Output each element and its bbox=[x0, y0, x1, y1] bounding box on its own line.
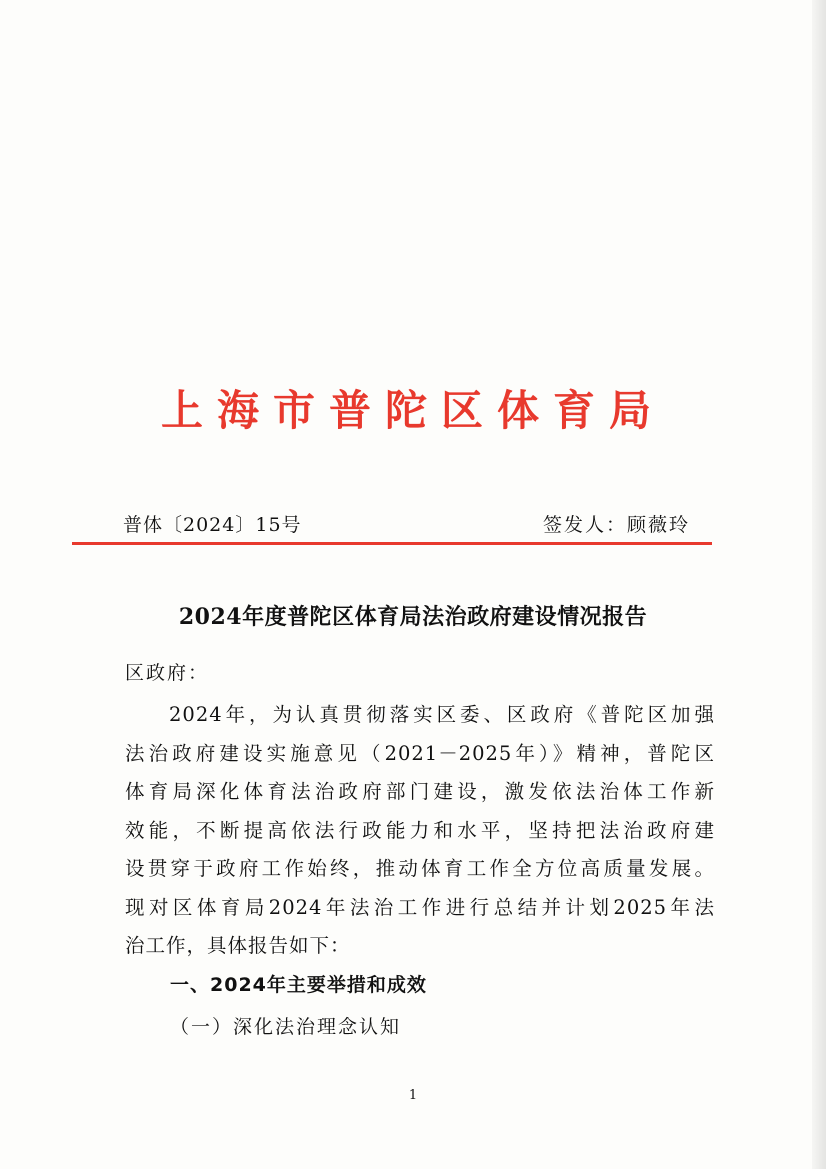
letterhead-title: 上海市普陀区体育局 bbox=[160, 386, 665, 435]
body-line: 治工作，具体报告如下： bbox=[125, 934, 351, 957]
body-line: 效能，不断提高依法行政能力和水平，坚持把法治政府建 bbox=[125, 818, 715, 842]
body-line: 现对区体育局2024年法治工作进行总结并计划2025年法 bbox=[125, 895, 715, 919]
page-edge-shadow bbox=[812, 0, 826, 1169]
document-title: 2024年度普陀区体育局法治政府建设情况报告 bbox=[178, 604, 648, 630]
body-paragraph bbox=[125, 696, 715, 966]
red-divider-line bbox=[72, 542, 712, 545]
body-line: 体育局深化体育法治政府部门建设，激发依法治体工作新 bbox=[125, 780, 715, 803]
signer: 签发人：顾薇玲 bbox=[542, 514, 690, 536]
body-line: 设贯穿于政府工作始终，推动体育工作全方位高质量发展。 bbox=[125, 857, 715, 880]
salutation: 区政府： bbox=[125, 662, 210, 684]
body-line: 法治政府建设实施意见（2021－2025年）》精神，普陀区 bbox=[125, 741, 715, 765]
subsection-heading: （一）深化法治理念认知 bbox=[170, 1016, 402, 1038]
body-line: 2024年，为认真贯彻落实区委、区政府《普陀区加强 bbox=[169, 703, 715, 726]
page-number: 1 bbox=[408, 1088, 418, 1103]
section-heading: 一、2024年主要举措和成效 bbox=[170, 974, 427, 996]
document-number: 普体〔2024〕15号 bbox=[123, 514, 302, 536]
